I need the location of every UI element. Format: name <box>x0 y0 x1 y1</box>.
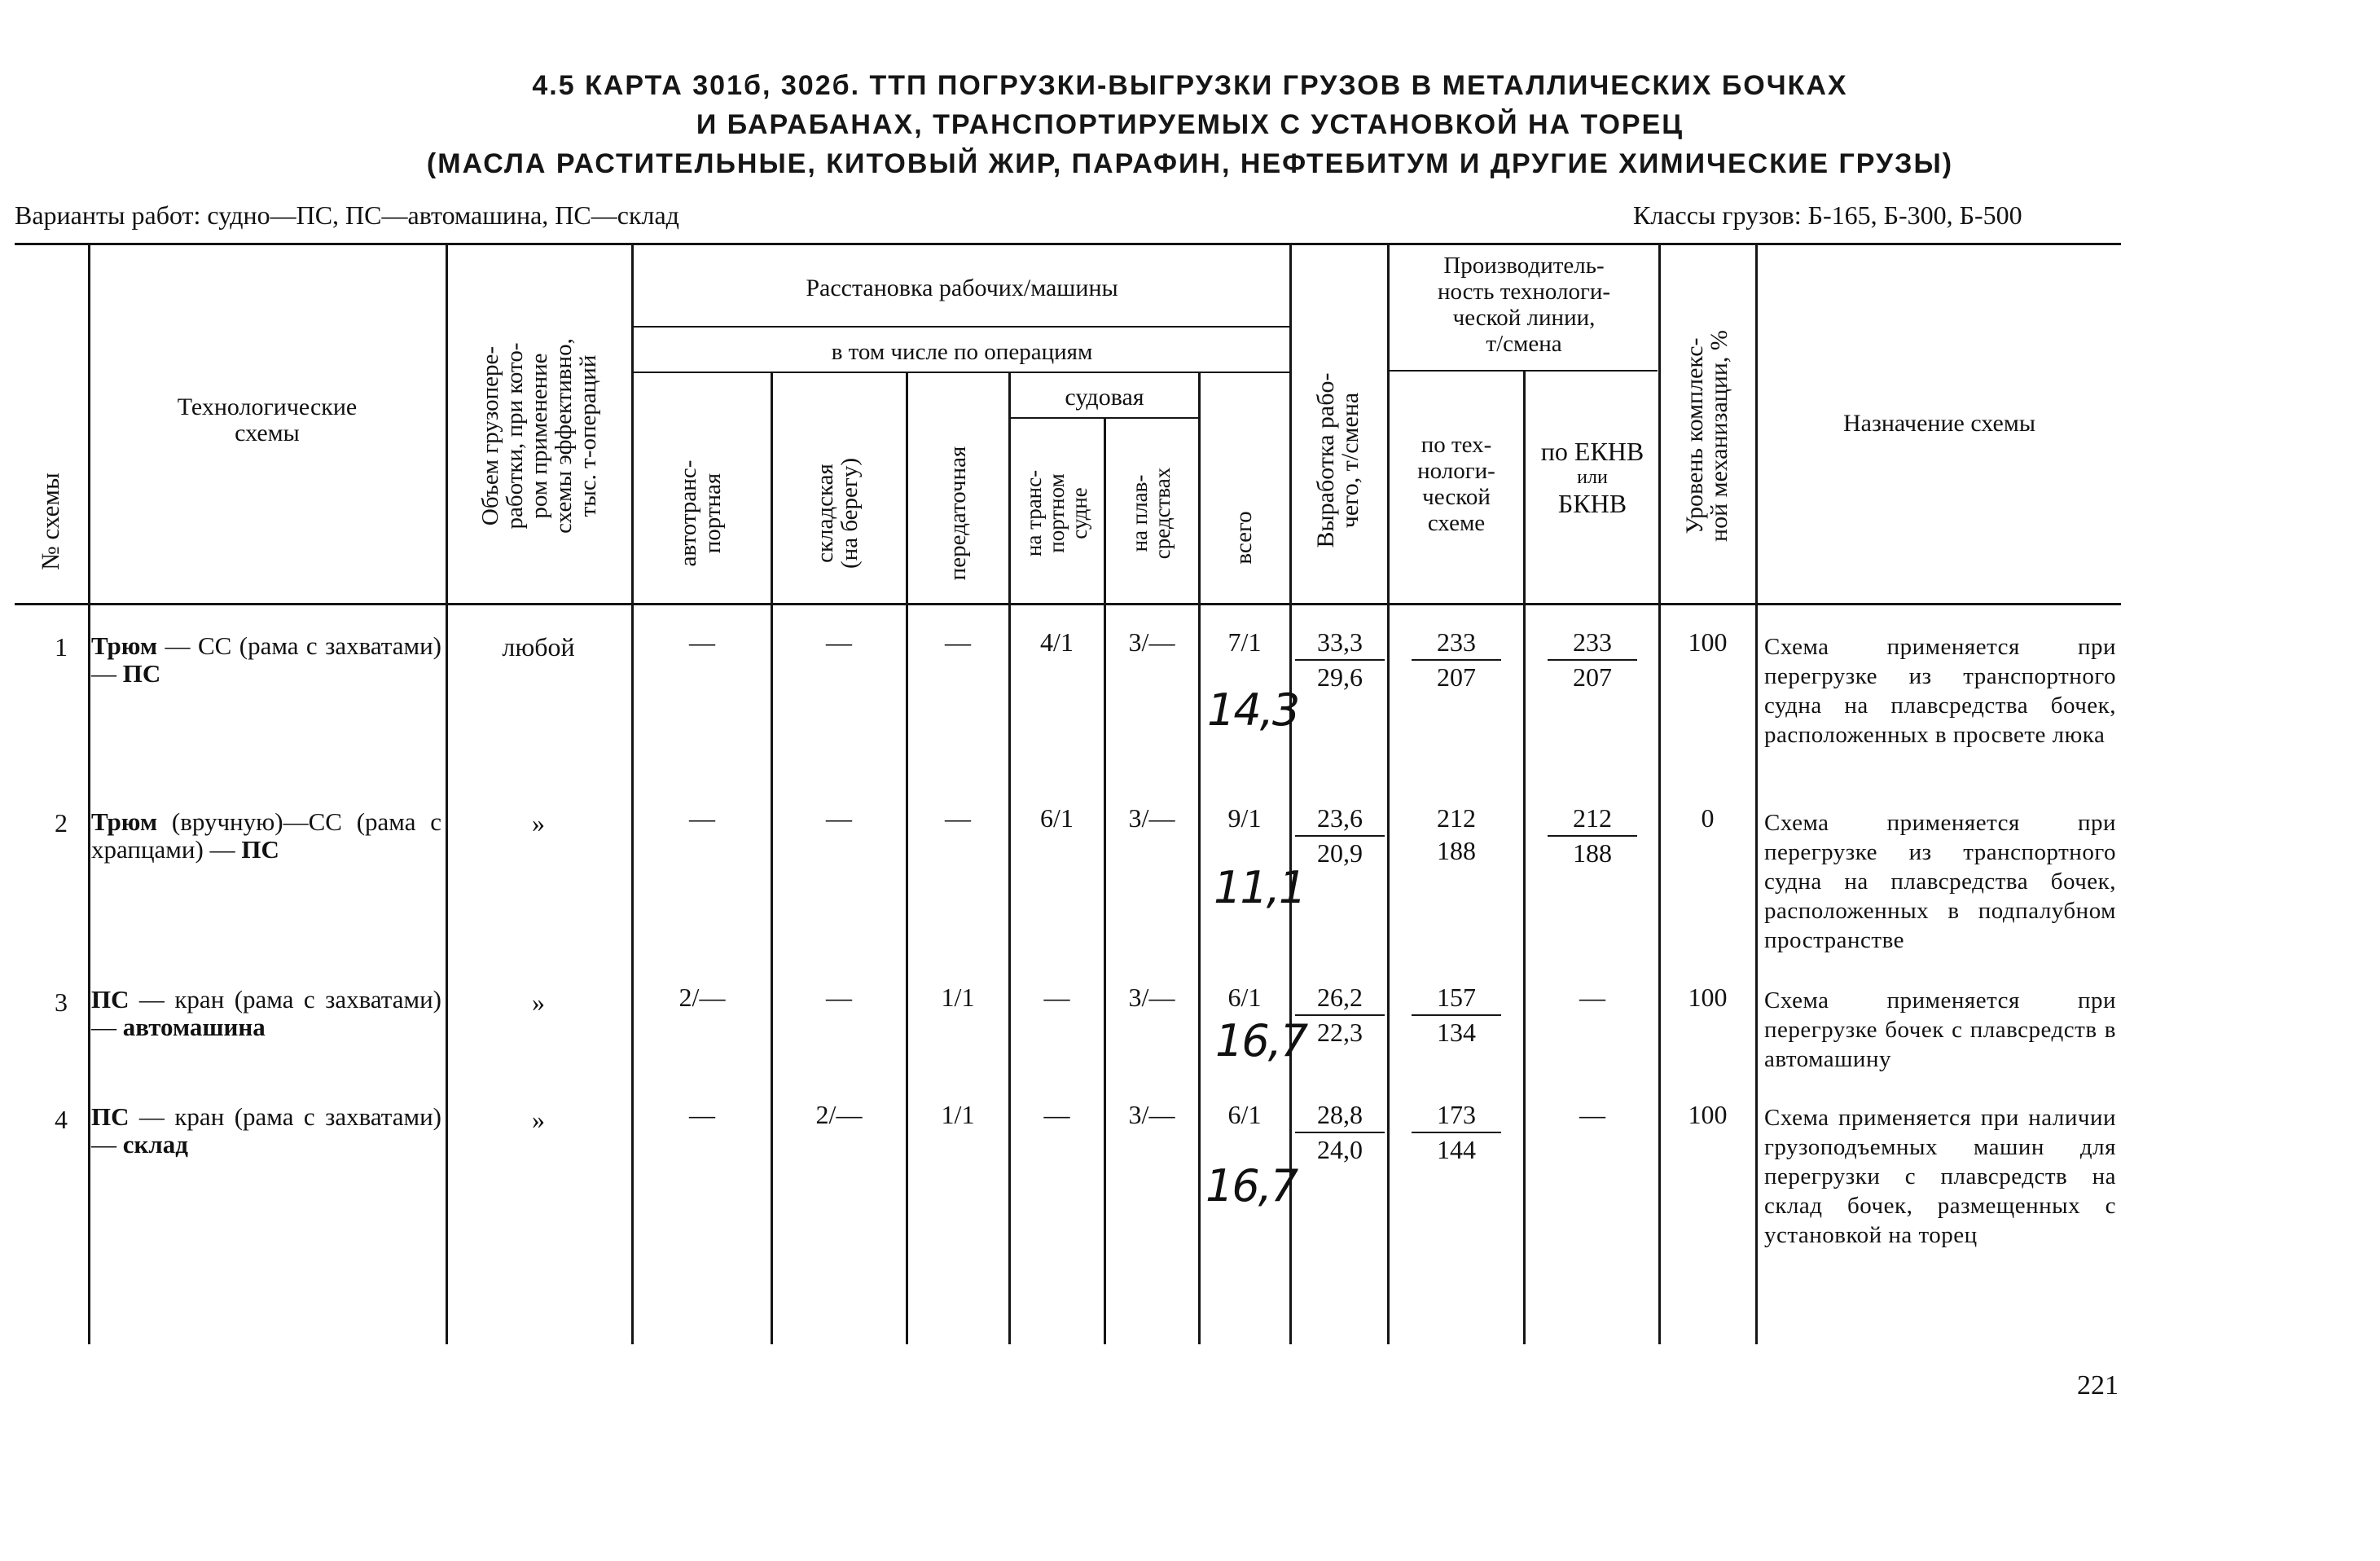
col-divider <box>1755 244 1758 1344</box>
row-tech: $\frac{157}{134}$ <box>1412 981 1501 1049</box>
row-scheme: ПС — кран (рама с захватами) — автомашина <box>91 985 441 1041</box>
row-scheme: ПС — кран (рама с захватами) — склад <box>91 1102 441 1159</box>
row-tech: 212 188 <box>1437 803 1476 865</box>
row-scheme: Трюм (вручную)—СС (рама с храпцами) — ПС <box>91 807 441 864</box>
row-volume: любой <box>502 632 575 662</box>
header-by-tech: по тех- нологи- ческой схеме <box>1417 432 1495 536</box>
header-productivity: Производитель- ность технологи- ческой линии, т/смена <box>1437 253 1611 357</box>
col-divider <box>631 244 634 1344</box>
header-by-ekhv: по ЕКНВ или БКНВ <box>1540 437 1644 518</box>
col-divider <box>1008 372 1011 1344</box>
row-warehouse: — <box>826 983 852 1012</box>
cargo-classes: Классы грузов: Б-165, Б-300, Б-500 <box>1633 200 2022 230</box>
header-volume: Объем грузопере- работки, при кото- ром применение схемы эффективно, тыс. т-операций <box>477 338 601 534</box>
header-transfer: передаточная <box>945 446 971 581</box>
handwritten-note: 14,3 <box>1207 684 1299 736</box>
row-output: $\frac{23,6}{20,9}$ <box>1295 802 1385 869</box>
col-divider <box>446 244 448 1344</box>
row-auto: — <box>689 803 715 833</box>
row-volume: » <box>532 808 545 838</box>
row-mechanization: 0 <box>1701 803 1715 833</box>
row-output: $\frac{28,8}{24,0}$ <box>1295 1098 1385 1166</box>
row-on-transport: 4/1 <box>1040 627 1074 657</box>
row-total: 9/1 <box>1227 803 1262 833</box>
header-on-float: на плав- средствах <box>1127 467 1175 560</box>
page-number: 221 <box>2077 1370 2119 1401</box>
row-total: 6/1 <box>1227 983 1262 1012</box>
row-num: 1 <box>55 632 68 662</box>
row-volume: » <box>532 1105 545 1134</box>
row-auto: — <box>689 627 715 657</box>
title-line-2: И БАРАБАНАХ, ТРАНСПОРТИРУЕМЫХ С УСТАНОВКОЙ НА ТОРЕЦ <box>696 109 1684 140</box>
row-ekhv: — <box>1579 1100 1605 1129</box>
col-divider <box>1387 244 1390 1344</box>
placement-rule <box>634 326 1290 328</box>
row-volume: » <box>532 987 545 1017</box>
header-bottom-rule <box>15 603 2121 605</box>
header-placement: Расстановка рабочих/машины <box>806 275 1118 301</box>
header-schemes: Технологические схемы <box>177 394 358 446</box>
row-on-transport: 6/1 <box>1040 803 1074 833</box>
col-divider <box>1104 419 1106 1344</box>
row-purpose: Схема применяется при перегрузке бочек с плавсредств в автомашину <box>1764 987 2116 1072</box>
by-ops-rule <box>634 372 1290 373</box>
row-output: $\frac{33,3}{29,6}$ <box>1295 626 1385 693</box>
row-scheme: Трюм — СС (рама с захватами) — ПС <box>91 631 441 688</box>
header-warehouse: складская (на берегу) <box>812 458 863 569</box>
row-auto: 2/— <box>678 983 726 1012</box>
row-ekhv: $\frac{212}{188}$ <box>1548 802 1637 869</box>
header-output: Выработка рабо- чего, т/смена <box>1312 372 1363 548</box>
row-warehouse: — <box>826 627 852 657</box>
handwritten-note: 16,7 <box>1215 1015 1307 1066</box>
header-by-ops: в том числе по операциям <box>831 339 1093 365</box>
header-total: всего <box>1231 511 1257 565</box>
row-on-float: 3/— <box>1128 983 1175 1012</box>
row-num: 4 <box>55 1105 68 1134</box>
work-variants: Варианты работ: судно—ПС, ПС—автомашина, ПС—склад <box>15 200 679 230</box>
row-num: 2 <box>55 808 68 838</box>
row-warehouse: — <box>826 803 852 833</box>
header-purpose: Назначение схемы <box>1843 410 2035 437</box>
row-output: $\frac{26,2}{22,3}$ <box>1295 981 1385 1049</box>
row-transfer: — <box>945 803 971 833</box>
col-divider <box>1658 244 1661 1344</box>
row-warehouse: 2/— <box>815 1100 863 1129</box>
row-mechanization: 100 <box>1688 627 1728 657</box>
row-on-transport: — <box>1043 1100 1070 1129</box>
row-on-float: 3/— <box>1128 1100 1175 1129</box>
title-line-3: (МАСЛА РАСТИТЕЛЬНЫЕ, КИТОВЫЙ ЖИР, ПАРАФИН, НЕФТЕБИТУМ И ДРУГИЕ ХИМИЧЕСКИЕ ГРУЗЫ) <box>426 148 1954 179</box>
col-divider <box>1198 372 1201 1344</box>
col-divider <box>771 372 773 1344</box>
row-on-transport: — <box>1043 983 1070 1012</box>
row-transfer: — <box>945 627 971 657</box>
row-tech: $\frac{233}{207}$ <box>1412 626 1501 693</box>
row-tech: $\frac{173}{144}$ <box>1412 1098 1501 1166</box>
row-mechanization: 100 <box>1688 983 1728 1012</box>
header-on-transport: на транс- портном судне <box>1021 469 1091 557</box>
row-num: 3 <box>55 987 68 1017</box>
row-purpose: Схема применяется при наличии грузоподъемных машин для перегрузки с плавсредств на склад бочек, размещенных с установкой на торец <box>1764 1105 2116 1248</box>
row-ekhv: $\frac{233}{207}$ <box>1548 626 1637 693</box>
table-top-rule <box>15 243 2121 245</box>
col-divider <box>906 372 908 1344</box>
row-purpose: Схема применяется при перегрузке из транспортного судна на плавсредства бочек, расположенных в подпалубном пространстве <box>1764 810 2116 953</box>
row-transfer: 1/1 <box>941 983 975 1012</box>
col-divider <box>88 244 90 1344</box>
header-mechanization: Уровень комплекс- ной механизации, % <box>1681 330 1732 542</box>
row-on-float: 3/— <box>1128 803 1175 833</box>
row-mechanization: 100 <box>1688 1100 1728 1129</box>
header-ship: судовая <box>1065 384 1144 411</box>
col-divider <box>1523 372 1526 1344</box>
row-on-float: 3/— <box>1128 627 1175 657</box>
row-ekhv: — <box>1579 983 1605 1012</box>
row-auto: — <box>689 1100 715 1129</box>
row-transfer: 1/1 <box>941 1100 975 1129</box>
title-line-1: 4.5 КАРТА 301б, 302б. ТТП ПОГРУЗКИ-ВЫГРУЗКИ ГРУЗОВ В МЕТАЛЛИЧЕСКИХ БОЧКАХ <box>532 70 1848 101</box>
row-total: 6/1 <box>1227 1100 1262 1129</box>
header-auto: автотранс- портная <box>675 460 726 567</box>
row-total: 7/1 <box>1227 627 1262 657</box>
row-purpose: Схема применяется при перегрузке из транспортного судна на плавсредства бочек, расположенных в просвете люка <box>1764 634 2116 748</box>
handwritten-note: 16,7 <box>1205 1160 1298 1211</box>
handwritten-note: 11,1 <box>1214 862 1306 913</box>
header-scheme-num: № схемы <box>36 473 64 570</box>
